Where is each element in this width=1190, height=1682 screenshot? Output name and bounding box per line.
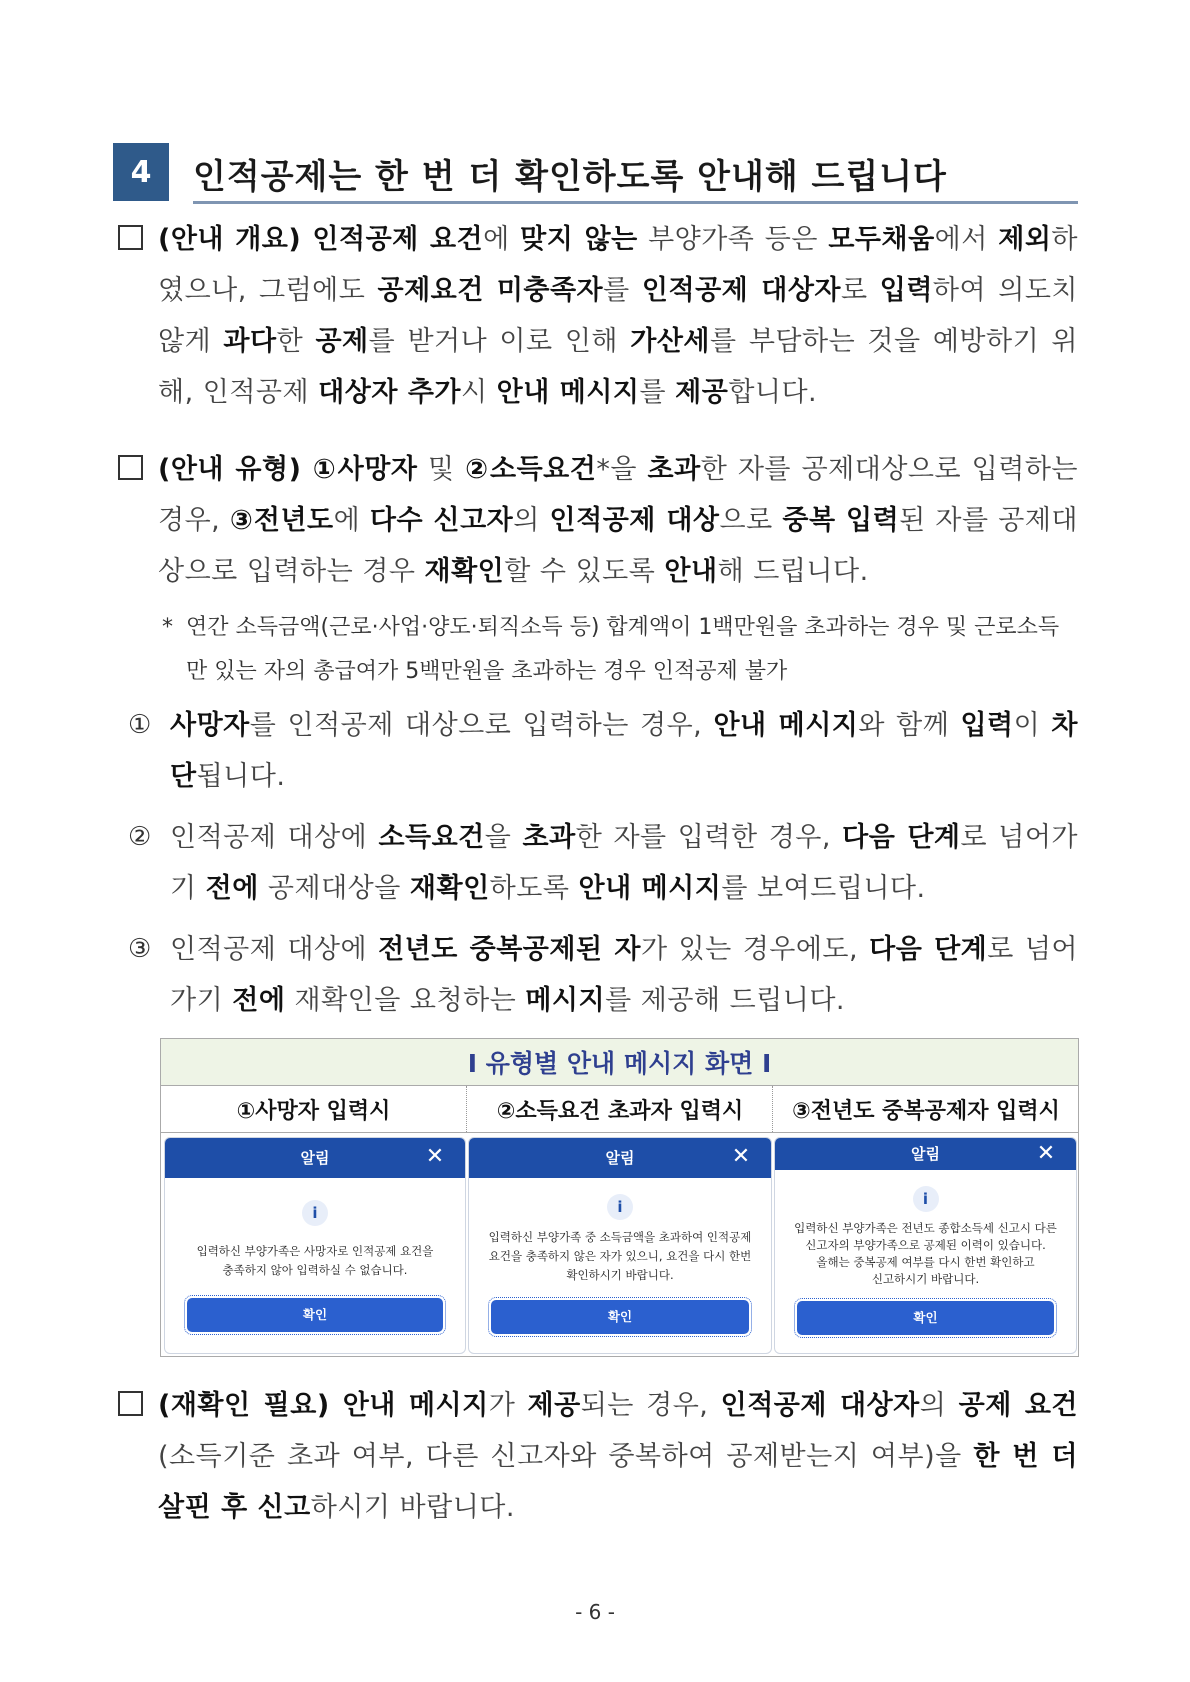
table-header-duplicate: ③전년도 중복공제자 입력시 bbox=[772, 1086, 1079, 1132]
alert-dialog-duplicate bbox=[774, 1137, 1077, 1354]
paragraph-text: (안내 유형) ①사망자 및 ②소득요건*을 초과한 자를 공제대상으로 입력하는 경우, ③전년도에 다수 신고자의 인적공제 대상으로 중복 입력된 자를 공제대상으로 입력하는 경우 재확인할 수 있도록 안내해 드립니다. bbox=[158, 454, 1078, 587]
dialog-title: 알림 bbox=[300, 1149, 330, 1167]
section-underline bbox=[193, 201, 1078, 204]
dialog-title: 알림 bbox=[911, 1145, 940, 1163]
footnote bbox=[162, 606, 1078, 694]
dialog-message-line: 요건을 충족하지 않은 자가 있으니, 요건을 다시 한번 bbox=[488, 1249, 752, 1263]
dialog-message-line: 확인하시기 바랍니다. bbox=[566, 1268, 674, 1282]
close-icon[interactable]: ✕ bbox=[425, 1144, 445, 1169]
item-text: 사망자를 인적공제 대상으로 입력하는 경우, 안내 메시지와 함께 입력이 차단됩니다. bbox=[170, 710, 1078, 792]
dialog-message bbox=[479, 1228, 761, 1285]
dialog-message-line: 입력하신 부양가족 중 소득금액을 초과하여 인적공제 bbox=[488, 1230, 752, 1244]
checkbox-bullet-icon bbox=[118, 1391, 143, 1416]
alert-dialog-deceased bbox=[164, 1137, 466, 1354]
close-icon[interactable]: ✕ bbox=[1036, 1141, 1056, 1166]
info-icon: i bbox=[607, 1194, 633, 1220]
item-number: ③ bbox=[128, 934, 152, 964]
list-item-income-exceeded bbox=[128, 812, 1078, 914]
dialog-message-line: 입력하신 부양가족은 사망자로 인적공제 요건을 bbox=[196, 1244, 434, 1258]
list-item-duplicate-deduction bbox=[128, 924, 1078, 1026]
footnote-marker: * bbox=[162, 615, 173, 640]
item-text: 인적공제 대상에 전년도 중복공제된 자가 있는 경우에도, 다음 단계로 넘어가기 전에 재확인을 요청하는 메시지를 제공해 드립니다. bbox=[170, 934, 1079, 1016]
close-icon[interactable]: ✕ bbox=[731, 1144, 751, 1169]
checkbox-bullet-icon bbox=[118, 455, 143, 480]
section-title: 인적공제는 한 번 더 확인하도록 안내해 드립니다 bbox=[193, 157, 947, 197]
info-icon: i bbox=[913, 1186, 939, 1212]
paragraph-text: (재확인 필요) 안내 메시지가 제공되는 경우, 인적공제 대상자의 공제 요건(소득기준 초과 여부, 다른 신고자와 중복하여 공제받는지 여부)을 한 번 더 살핀 후 신고하시기 바랍니다. bbox=[158, 1390, 1079, 1523]
paragraph-text: (안내 개요) 인적공제 요건에 맞지 않는 부양가족 등은 모두채움에서 제외하였으나, 그럼에도 공제요건 미충족자를 인적공제 대상자로 입력하여 의도치 않게 과다한 공제를 받거나 이로 인해 가산세를 부담하는 것을 예방하기 위해, 인적공제 대상자 추가시 안내 메시지를 제공합니다. bbox=[158, 224, 1079, 408]
page-number: - 6 - bbox=[575, 1600, 615, 1624]
item-number: ① bbox=[128, 710, 152, 740]
confirm-button[interactable]: 확인 bbox=[187, 1298, 443, 1332]
table-header-deceased: ①사망자 입력시 bbox=[236, 1098, 391, 1124]
confirm-button[interactable]: 확인 bbox=[491, 1300, 749, 1334]
dialog-message-line: 입력하신 부양가족은 전년도 종합소득세 신고시 다른 bbox=[794, 1221, 1057, 1235]
list-item-deceased bbox=[128, 700, 1078, 802]
item-number: ② bbox=[128, 822, 152, 852]
dialog-message bbox=[175, 1242, 455, 1280]
paragraph-types bbox=[118, 444, 1078, 597]
paragraph-overview bbox=[118, 214, 1078, 418]
table-header-income: ②소득요건 초과자 입력시 bbox=[466, 1086, 773, 1132]
dialog-message-line: 올해는 중복공제 여부를 다시 한번 확인하고 bbox=[816, 1255, 1035, 1269]
alert-dialog-income bbox=[468, 1137, 772, 1354]
dialog-message-line: 신고자의 부양가족으로 공제된 이력이 있습니다. bbox=[805, 1238, 1046, 1252]
dialog-title: 알림 bbox=[605, 1149, 635, 1167]
checkbox-bullet-icon bbox=[118, 225, 143, 250]
item-text: 인적공제 대상에 소득요건을 초과한 자를 입력한 경우, 다음 단계로 넘어가기 전에 공제대상을 재확인하도록 안내 메시지를 보여드립니다. bbox=[170, 822, 1078, 904]
footnote-text: 연간 소득금액(근로·사업·양도·퇴직소득 등) 합계액이 1백만원을 초과하는 경우 및 근로소득만 있는 자의 총급여가 5백만원을 초과하는 경우 인적공제 불가 bbox=[186, 615, 1060, 684]
section-header bbox=[113, 143, 1078, 205]
table-title: I 유형별 안내 메시지 화면 I bbox=[161, 1039, 1078, 1086]
dialog-message-line: 충족하지 않아 입력하실 수 없습니다. bbox=[222, 1263, 408, 1277]
confirm-button[interactable]: 확인 bbox=[797, 1301, 1054, 1335]
section-number-badge: 4 bbox=[113, 143, 169, 201]
message-screens-table bbox=[160, 1038, 1079, 1357]
dialog-message bbox=[785, 1220, 1066, 1288]
dialog-message-line: 신고하시기 바랍니다. bbox=[871, 1272, 980, 1286]
info-icon: i bbox=[302, 1200, 328, 1226]
table-header-row bbox=[161, 1086, 1078, 1133]
paragraph-recheck bbox=[118, 1380, 1078, 1533]
